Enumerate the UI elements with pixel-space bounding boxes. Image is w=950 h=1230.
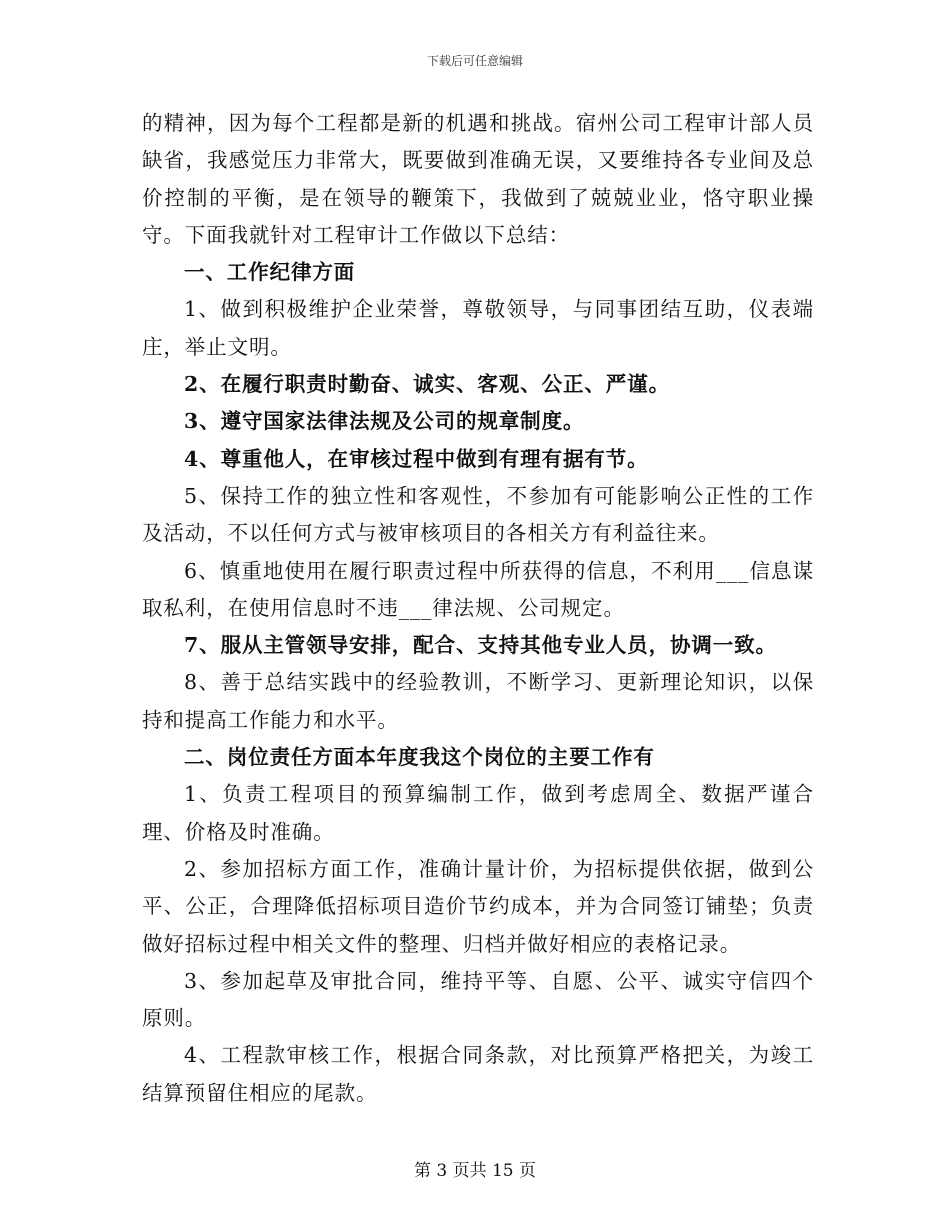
list-item-duty-1: 1、负责工程项目的预算编制工作，做到考虑周全、数据严谨合理、价格及时准确。 <box>142 782 814 844</box>
paragraph-intro-continuation: 的精神，因为每个工程都是新的机遇和挑战。宿州公司工程审计部人员缺省，我感觉压力非常大，既要做到准确无误，又要维持各专业间及总价控制的平衡，是在领导的鞭策下，我做到了兢兢业业，恪守职业操守。下面我就针对工程审计工作做以下总结： <box>142 111 814 247</box>
list-item-discipline-5: 5、保持工作的独立性和客观性，不参加有可能影响公正性的工作及活动，不以任何方式与被审核项目的各相关方有利益往来。 <box>142 483 814 546</box>
document-body <box>142 105 814 1112</box>
list-item-duty-2: 2、参加招标方面工作，准确计量计价，为招标提供依据，做到公平、公正，合理降低招标项目造价节约成本，并为合同签订铺垫；负责做好招标过程中相关文件的整理、归档并做好相应的表格记录。 <box>142 856 814 956</box>
list-item-discipline-4: 4、尊重他人，在审核过程中做到有理有据有节。 <box>184 446 649 471</box>
list-item-discipline-2: 2、在履行职责时勤奋、诚实、客观、公正、严谨。 <box>184 372 670 397</box>
list-item-discipline-3: 3、遵守国家法律法规及公司的规章制度。 <box>184 409 585 434</box>
list-item-duty-3: 3、参加起草及审批合同，维持平等、自愿、公平、诚实守信四个原则。 <box>142 968 814 1031</box>
page-footer: 第 3 页共 15 页 <box>413 1161 537 1181</box>
section-heading-job-duties: 二、岗位责任方面本年度我这个岗位的主要工作有 <box>184 745 655 770</box>
section-heading-work-discipline: 一、工作纪律方面 <box>184 260 356 285</box>
list-item-discipline-8: 8、善于总结实践中的经验教训，不断学习、更新理论知识，以保持和提高工作能力和水平。 <box>142 670 814 732</box>
list-item-discipline-1: 1、做到积极维护企业荣誉，尊敬领导，与同事团结互助，仪表端庄，举止文明。 <box>142 297 814 359</box>
list-item-discipline-7: 7、服从主管领导安排，配合、支持其他专业人员，协调一致。 <box>184 633 777 658</box>
list-item-discipline-6: 6、慎重地使用在履行职责过程中所获得的信息，不利用___信息谋取私利，在使用信息时不违___律法规、公司规定。 <box>142 558 814 620</box>
page-header: 下载后可任意编辑 <box>426 54 523 68</box>
list-item-duty-4: 4、工程款审核工作，根据合同条款，对比预算严格把关，为竣工结算预留住相应的尾款。 <box>142 1043 814 1105</box>
